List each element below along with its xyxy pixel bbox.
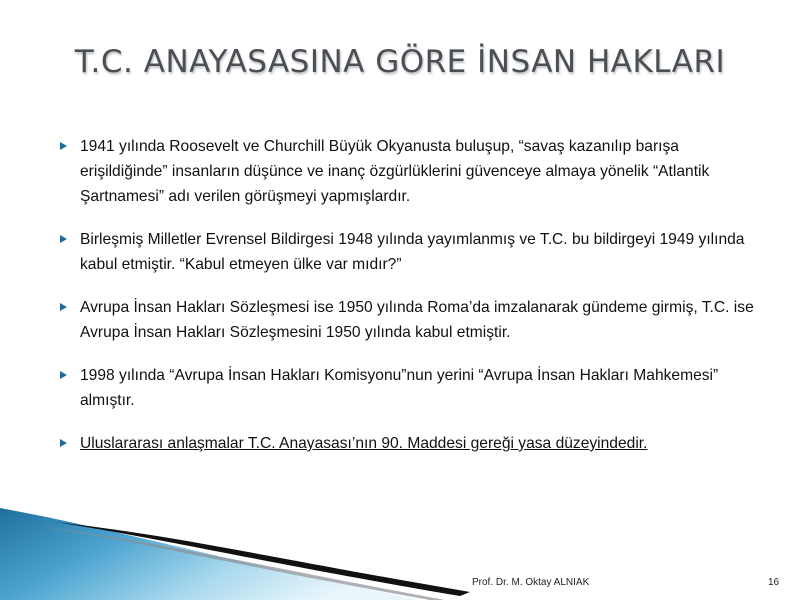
triangle-right-icon (60, 439, 67, 447)
bullet-item (60, 363, 760, 413)
triangle-right-icon (60, 303, 67, 311)
bullet-item (60, 134, 760, 209)
bullet-text: Birleşmiş Milletler Evrensel Bildirgesi 1948 yılında yayımlanmış ve T.C. bu bildirgeyi 1949 yılında kabul etmiştir. “Kabul etmeyen ülke var mıdır?” (80, 231, 745, 273)
bullet-item (60, 431, 760, 456)
bullet-text: Avrupa İnsan Hakları Sözleşmesi ise 1950 yılında Roma’da imzalanarak gündeme girmiş, T.C. ise Avrupa İnsan Hakları Sözleşmesini 1950 yılında kabul etmiştir. (80, 299, 754, 341)
decorative-swoosh (0, 500, 800, 600)
triangle-right-icon (60, 142, 67, 150)
slide-title: T.C. ANAYASASINA GÖRE İNSAN HAKLARI (74, 44, 726, 80)
bullet-list (60, 134, 760, 474)
bullet-item (60, 227, 760, 277)
footer-author: Prof. Dr. M. Oktay ALNIAK (472, 577, 590, 588)
triangle-right-icon (60, 235, 67, 243)
bullet-item (60, 295, 760, 345)
bullet-text-underlined: Uluslararası anlaşmalar T.C. Anayasası’nın 90. Maddesi gereği yasa düzeyindedir. (80, 435, 648, 452)
triangle-right-icon (60, 371, 67, 379)
page-number: 16 (768, 577, 780, 588)
bullet-text: 1941 yılında Roosevelt ve Churchill Büyük Okyanusta buluşup, “savaş kazanılıp barışa erişildiğinde” insanların düşünce ve inanç özgürlüklerini güvenceye almaya yönelik “Atlantik Şartnamesi” adı verilen görüşmeyi yapmışlardır. (80, 138, 710, 205)
bullet-text: 1998 yılında “Avrupa İnsan Hakları Komisyonu”nun yerini “Avrupa İnsan Hakları Mahkemesi” almıştır. (80, 367, 719, 409)
